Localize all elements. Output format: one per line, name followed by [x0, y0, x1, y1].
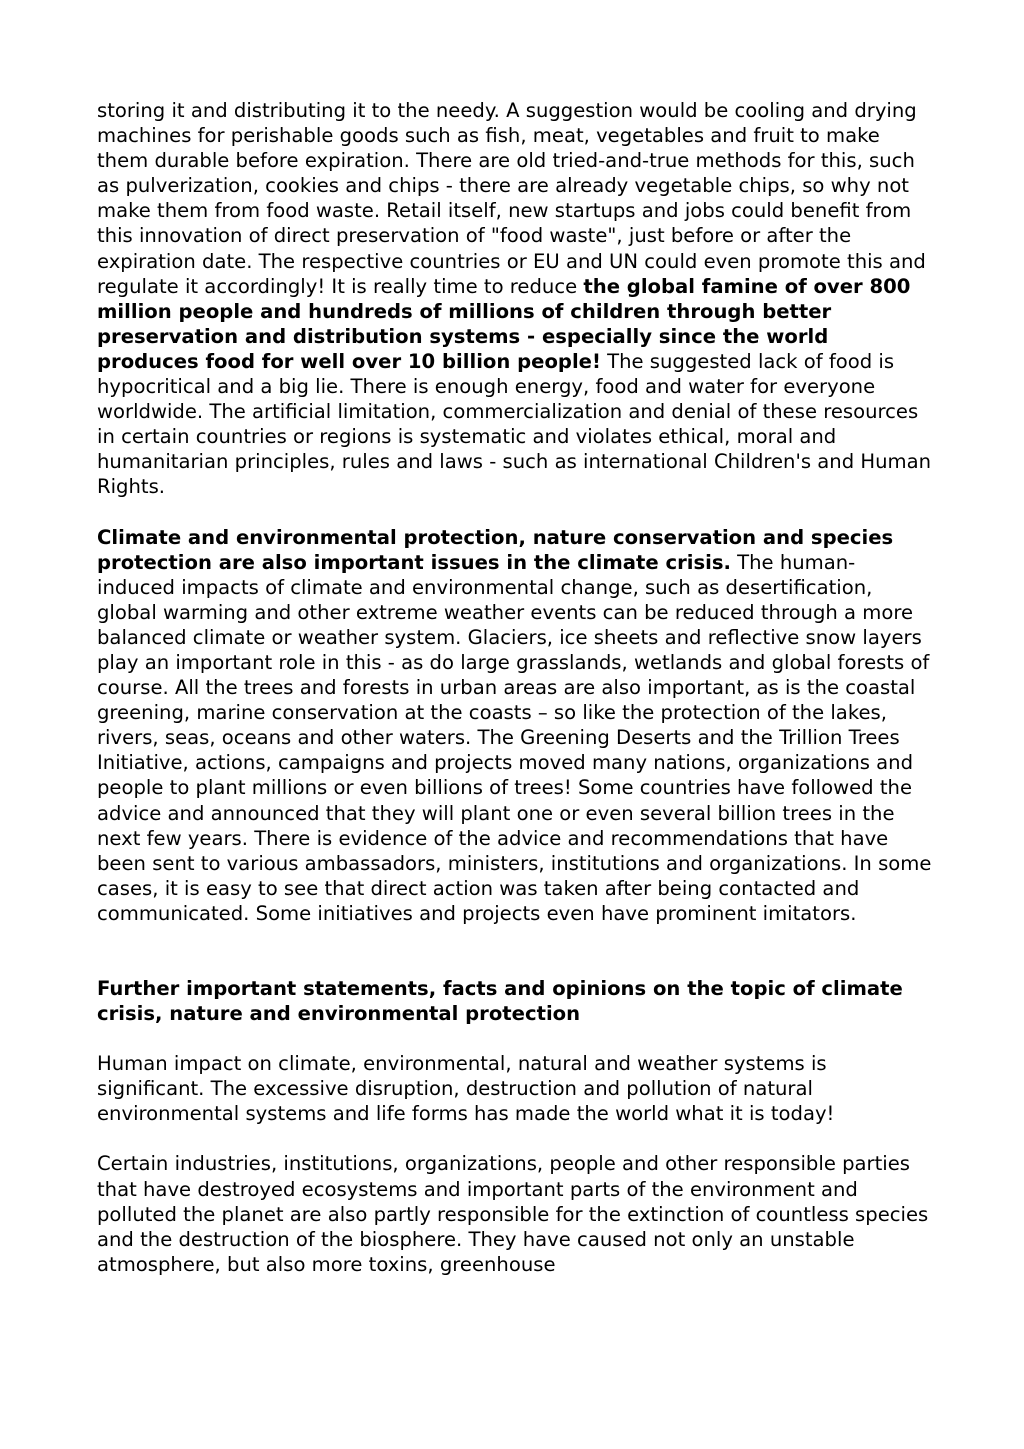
paragraph-text: The suggested lack of food is hypocritical and a big lie. There is enough energy, food and water for everyone worldwide. The artificial limitation, commercialization and denial of these resources in certain countries or regions is systematic and violates ethical, moral and humanitarian principles, rules and laws - such as international Children's and Human Rights. [97, 349, 932, 499]
document-page [97, 98, 932, 1277]
bold-statement-global-famine: the global famine of over 800 million people and hundreds of millions of children through better preservation and distribution systems - especially since the world produces food for well over 10 billion people! [97, 274, 911, 373]
paragraph-climate-protection [97, 525, 932, 927]
paragraph-responsible-parties: Certain industries, institutions, organizations, people and other responsible parties that have destroyed ecosystems and important parts of the environment and polluted the planet are also partly responsible for the extinction of countless species and the destruction of the biosphere. They have caused not only an unstable atmosphere, but also more toxins, greenhouse [97, 1152, 929, 1276]
paragraph-spacer [97, 1126, 932, 1151]
paragraph-spacer [97, 500, 932, 525]
paragraph-text: The human-induced impacts of climate and environmental change, such as desertification, global warming and other extreme weather events can be reduced through a more balanced climate or weather system. Glaciers, ice sheets and reflective snow layers play an important role in this - as do large grasslands, wetlands and global forests of course. All the trees and forests in urban areas are also important, as is the coastal greening, marine conservation at the coasts – so like the protection of the lakes, rivers, seas, oceans and other waters. The Greening Deserts and the Trillion Trees Initiative, actions, campaigns and projects moved many nations, organizations and people to plant millions or even billions of trees! Some countries have followed the advice and announced that they will plant one or even several billion trees in the next few years. There is evidence of the advice and recommendations that have been sent to various ambassadors, ministers, institutions and organizations. In some cases, it is easy to see that direct action was taken after being contacted and communicated. Some initiatives and projects even have prominent imitators. [97, 550, 932, 925]
bold-statement-climate-protection: Climate and environmental protection, nature conservation and species protection are also important issues in the climate crisis. [97, 525, 894, 574]
paragraph-spacer [97, 1026, 932, 1051]
paragraph-spacer [97, 926, 932, 976]
paragraph-human-impact: Human impact on climate, environmental, natural and weather systems is significant. The excessive disruption, destruction and pollution of natural environmental systems and life forms has made the world what it is today! [97, 1052, 835, 1126]
section-heading: Further important statements, facts and opinions on the topic of climate crisis, nature and environmental protection [97, 977, 903, 1026]
paragraph-text: storing it and distributing it to the needy. A suggestion would be cooling and drying machines for perishable goods such as fish, meat, vegetables and fruit to make them durable before expiration. There are old tried-and-true methods for this, such as pulverization, cookies and chips - there are already vegetable chips, so why not make them from food waste. Retail itself, new startups and jobs could benefit from this innovation of direct preservation of "food waste", just before or after the expiration date. The respective countries or EU and UN could even promote this and regulate it accordingly! It is really time to reduce [97, 99, 926, 298]
paragraph-food-waste [97, 98, 932, 500]
